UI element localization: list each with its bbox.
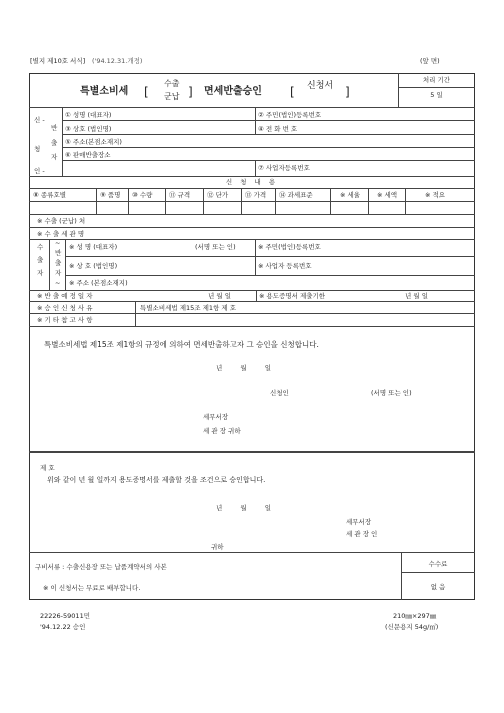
statement: 특별소비세법 제15조 제1항의 규정에 의하여 면세반출하고자 그 승인을 신청합니다. <box>44 340 319 349</box>
period-label: 처리 기간 <box>422 76 451 84</box>
title-main: 특별소비세 <box>80 86 129 97</box>
date-line: 년 월 일 <box>216 364 271 372</box>
recv-side-5: ~ <box>55 279 61 287</box>
recv-side-3: 출 <box>55 259 62 267</box>
approval-text: 위와 같이 년 월 일까지 용도증명서를 제출할 것을 조건으로 승인합니다. <box>47 476 266 484</box>
period-value: 5 일 <box>430 91 443 99</box>
recv-sign: (서명 또는 인) <box>195 243 236 251</box>
export-destination: ※ 수출 (군납) 처 <box>37 217 86 225</box>
field-phone: ④ 전 화 번 호 <box>258 125 298 133</box>
applicant-sign: (서명 또는 인) <box>371 389 412 397</box>
applicant-side-2: 출 <box>51 139 58 147</box>
bracket-right-2: ] <box>345 85 350 99</box>
applicant-label-2: 청 <box>34 145 41 153</box>
field-company: ③ 상호 (법인명) <box>65 125 112 133</box>
to-customs: 세 관 장 귀하 <box>203 427 241 435</box>
approval-to: 귀하 <box>211 543 224 551</box>
applicant-sign-label: 신청인 <box>270 389 289 397</box>
approver-customs: 세 관 장 인 <box>346 530 378 538</box>
fee-label: 수수료 <box>428 560 448 568</box>
applicant-label-1: 신 - <box>34 116 45 124</box>
section-application: 신 청 내 용 <box>225 178 279 186</box>
recv-bizno: ※ 사업자 등록번호 <box>258 262 312 270</box>
recv-company: ※ 상 호 (법인명) <box>69 262 118 270</box>
col-qty: ⑩ 수량 <box>132 191 153 199</box>
reason-label: ※ 승 인 신 청 사 유 <box>37 304 93 312</box>
title-option-military: 군납 <box>164 92 180 101</box>
title-doc: 신청서 <box>307 81 334 91</box>
field-place: ⑥ 판매반출장소 <box>65 151 111 159</box>
col-unit-price: ⑫ 단가 <box>207 191 229 199</box>
form-approval: '94.12.22 승인 <box>40 623 86 631</box>
field-address: ⑤ 주소(본점소재지) <box>65 138 122 146</box>
other-label: ※ 기 타 참 고 사 항 <box>37 316 93 324</box>
approval-no: 제 호 <box>40 464 55 472</box>
fee-value: 없 음 <box>430 583 446 591</box>
col-type: ⑧ 종류호별 <box>33 191 67 199</box>
recv-name: ※ 성 명 (대표자) <box>69 243 118 251</box>
applicant-side-1: 반 <box>51 124 58 132</box>
col-price: ⑬ 가격 <box>245 191 267 199</box>
col-tax-amount: ※ 세액 <box>377 191 398 199</box>
col-spec: ⑪ 규격 <box>169 191 191 199</box>
paper-type: (신문용지 54g/㎡) <box>385 623 439 631</box>
applicant-label-3: 인 - <box>34 167 45 175</box>
form-code: 22226-59011민 <box>40 612 90 620</box>
page-side-label: (앞 면) <box>420 57 440 65</box>
col-note: ※ 적요 <box>425 191 446 199</box>
applicant-side-3: 자 <box>51 153 58 161</box>
col-tax-rate: ※ 세율 <box>340 191 361 199</box>
due-date-label: ※ 반 출 예 정 일 자 <box>37 292 93 300</box>
col-tax-base: ⑭ 과세표준 <box>279 191 313 199</box>
bracket-left: [ <box>144 85 149 99</box>
to-tax-office: 세무서장 <box>203 413 229 421</box>
recv-label-3: 자 <box>37 269 44 277</box>
approval-date: 년 월 일 <box>216 504 271 512</box>
form-number-label: [별지 제10호 서식] <box>30 57 86 65</box>
bracket-left-2: [ <box>290 85 295 99</box>
due-date-value: 년 월 일 <box>208 292 231 300</box>
recv-side-2: 반 <box>55 249 62 257</box>
proof-value: 년 월 일 <box>405 292 428 300</box>
field-id: ② 주민(법인)등록번호 <box>258 111 322 119</box>
paper-size: 210㎜×297㎜ <box>393 612 437 620</box>
export-customs: ※ 수 출 세 관 명 <box>37 230 85 238</box>
proof-label: ※ 용도증명서 제출기한 <box>259 292 326 300</box>
field-name: ① 성명 (대표자) <box>65 111 112 119</box>
attachments: 구비서류 : 수출신용장 또는 납품계약서의 사본 <box>35 563 167 571</box>
approver-tax-office: 세무서장 <box>346 518 372 526</box>
recv-side-4: 자 <box>55 269 62 277</box>
bracket-right: ] <box>188 85 193 99</box>
recv-label-1: 수 <box>37 243 44 251</box>
recv-address: ※ 주소 (본점소재지) <box>69 279 128 287</box>
title-option-export: 수출 <box>164 79 180 88</box>
recv-id: ※ 주민(법인)등록번호 <box>258 243 321 251</box>
recv-label-2: 출 <box>37 256 44 264</box>
free-note: ※ 이 신청서는 무료로 배부합니다. <box>43 584 141 592</box>
field-bizno: ⑦ 사업자등록번호 <box>258 164 310 172</box>
recv-side-1: ~ <box>55 239 61 247</box>
reason-value: 특별소비세법 제15조 제1항 제 호 <box>140 304 237 312</box>
form-revision-date: ('94.12.31.개정) <box>92 57 143 65</box>
col-product: ⑨ 품명 <box>100 191 121 199</box>
title-sub: 면세반출승인 <box>204 86 262 97</box>
